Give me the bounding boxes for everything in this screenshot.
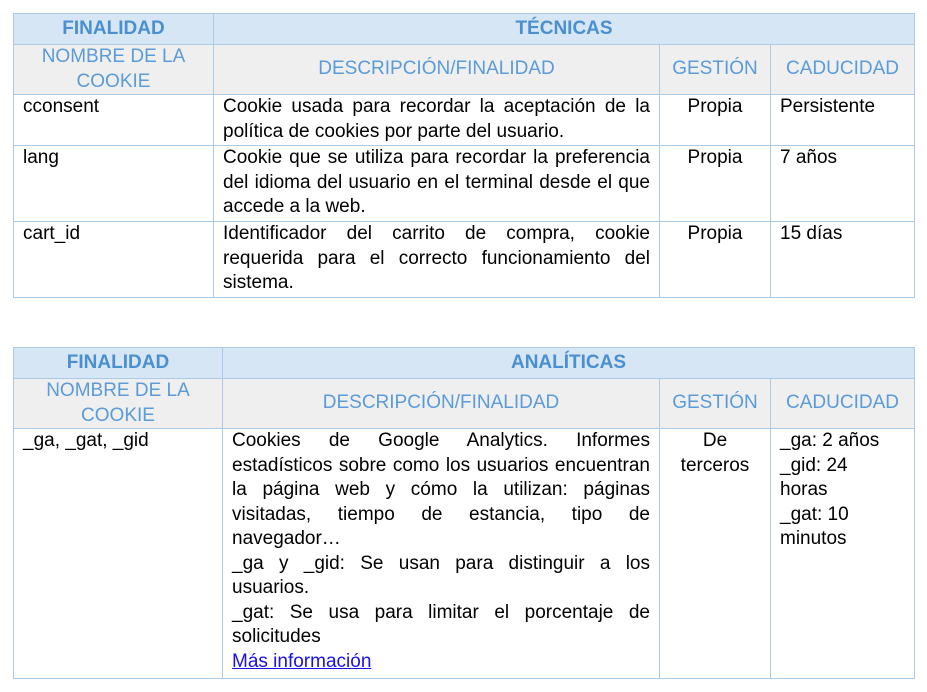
column-header-management: GESTIÓN [660,45,771,95]
expiry-line: _ga: 2 años [780,430,880,451]
cookie-management: Propia [660,222,771,298]
column-header-name: NOMBRE DE LA COOKIE [14,45,214,95]
cookie-description: Cookie usada para recordar la aceptación de la política de cookies por parte del usuario. [214,95,660,146]
more-info-link[interactable]: Más información [232,650,372,672]
finalidad-heading: FINALIDAD [14,14,214,45]
table-heading-row [14,348,915,379]
expiry-line: _gat: 10 minutos [780,503,849,549]
cookie-name: _ga, _gat, _gid [14,429,223,679]
column-header-row [14,45,915,95]
cookie-expiry: 7 años [771,146,915,222]
cookie-expiry: Persistente [771,95,915,146]
column-header-name: NOMBRE DE LA COOKIE [14,379,223,429]
finalidad-heading: FINALIDAD [14,348,223,379]
column-header-description: DESCRIPCIÓN/FINALIDAD [223,379,660,429]
category-heading: TÉCNICAS [214,14,915,45]
cookie-name: cconsent [14,95,214,146]
cookie-management: Propia [660,95,771,146]
cookie-name: lang [14,146,214,222]
table-row [14,95,915,146]
expiry-line: _gid: 24 horas [780,454,848,500]
column-header-expiry: CADUCIDAD [771,379,915,429]
column-header-description: DESCRIPCIÓN/FINALIDAD [214,45,660,95]
cookie-management: Propia [660,146,771,222]
column-header-expiry: CADUCIDAD [771,45,915,95]
cookie-description: Identificador del carrito de compra, cookie requerida para el correcto funcionamiento del sistema. [214,222,660,298]
category-heading: ANALÍTICAS [223,348,915,379]
analytics-cookies-table [13,347,915,679]
cookie-management: De terceros [660,429,771,679]
description-paragraph: _gat: Se usa para limitar el porcentaje de solicitudes [232,601,650,647]
technical-cookies-table [13,13,915,298]
cookie-expiry: 15 días [771,222,915,298]
table-row [14,222,915,298]
column-header-management: GESTIÓN [660,379,771,429]
cookie-expiry [771,429,915,679]
description-paragraph: Cookies de Google Analytics. Informes estadísticos sobre como los usuarios encuentran la página web y cómo la utilizan: páginas visitadas, tiempo de estancia, tipo de navegador… [232,430,650,549]
cookie-name: cart_id [14,222,214,298]
table-row [14,146,915,222]
cookie-description [223,429,660,679]
description-paragraph: _ga y _gid: Se usan para distinguir a los usuarios. [232,552,650,598]
table-row [14,429,915,679]
table-heading-row [14,14,915,45]
cookie-description: Cookie que se utiliza para recordar la preferencia del idioma del usuario en el terminal desde el que accede a la web. [214,146,660,222]
column-header-row [14,379,915,429]
